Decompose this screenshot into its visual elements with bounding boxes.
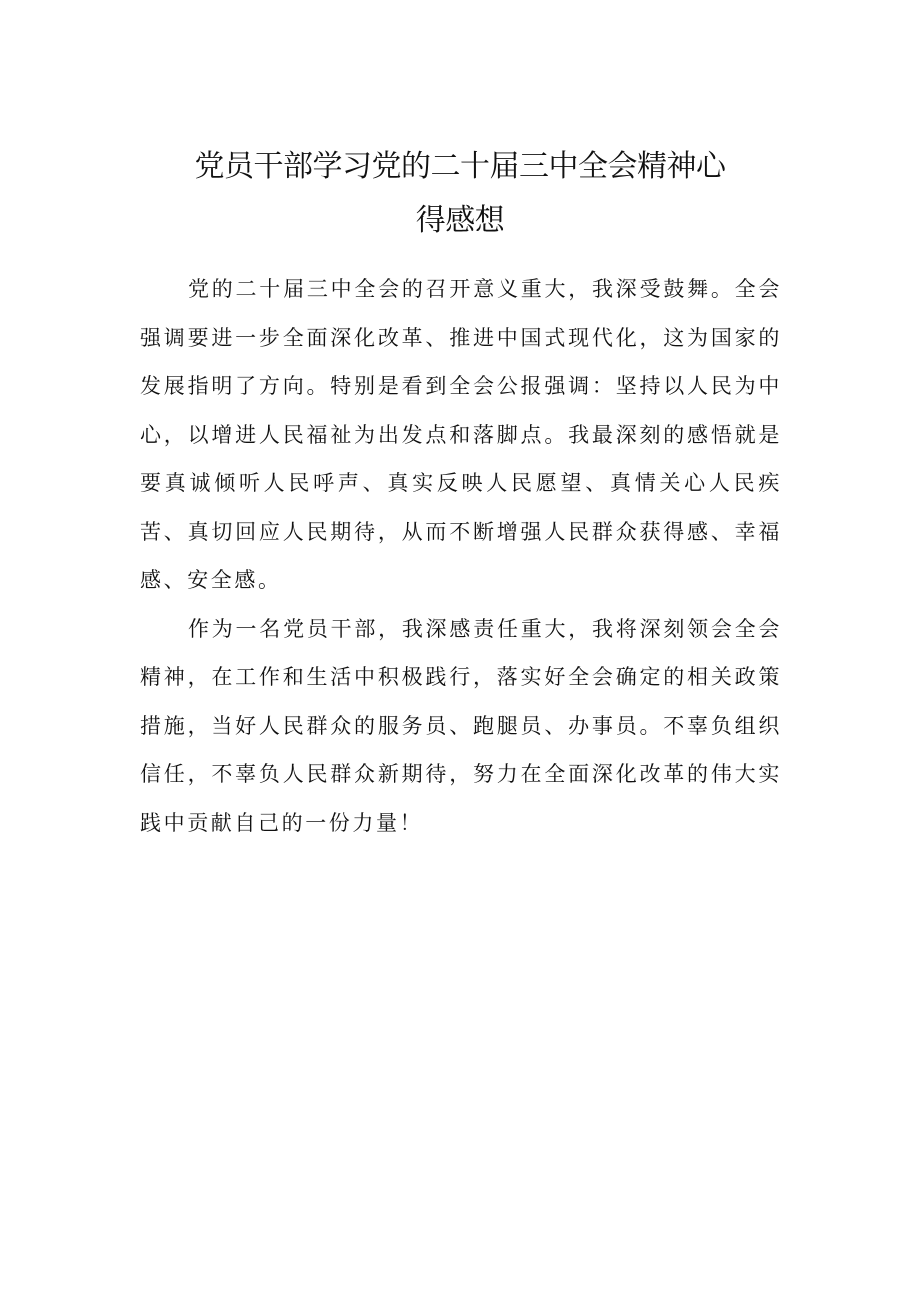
paragraph-2: 作为一名党员干部，我深感责任重大，我将深刻领会全会精神，在工作和生活中积极践行，落实好全会确定的相关政策措施，当好人民群众的服务员、跑腿员、办事员。不辜负组织信任，不辜负人民群众新期待，努力在全面深化改革的伟大实践中贡献自己的一份力量！ xyxy=(140,616,782,835)
document-body xyxy=(140,265,782,847)
title-line-1: 党员干部学习党的二十届三中全会精神心 xyxy=(194,149,726,184)
title-line-2: 得感想 xyxy=(415,203,505,238)
document-title xyxy=(140,140,780,248)
paragraph-1: 党的二十届三中全会的召开意义重大，我深受鼓舞。全会强调要进一步全面深化改革、推进中国式现代化，这为国家的发展指明了方向。特别是看到全会公报强调：坚持以人民为中心，以增进人民福祉为出发点和落脚点。我最深刻的感悟就是要真诚倾听人民呼声、真实反映人民愿望、真情关心人民疾苦、真切回应人民期待，从而不断增强人民群众获得感、幸福感、安全感。 xyxy=(140,277,782,592)
